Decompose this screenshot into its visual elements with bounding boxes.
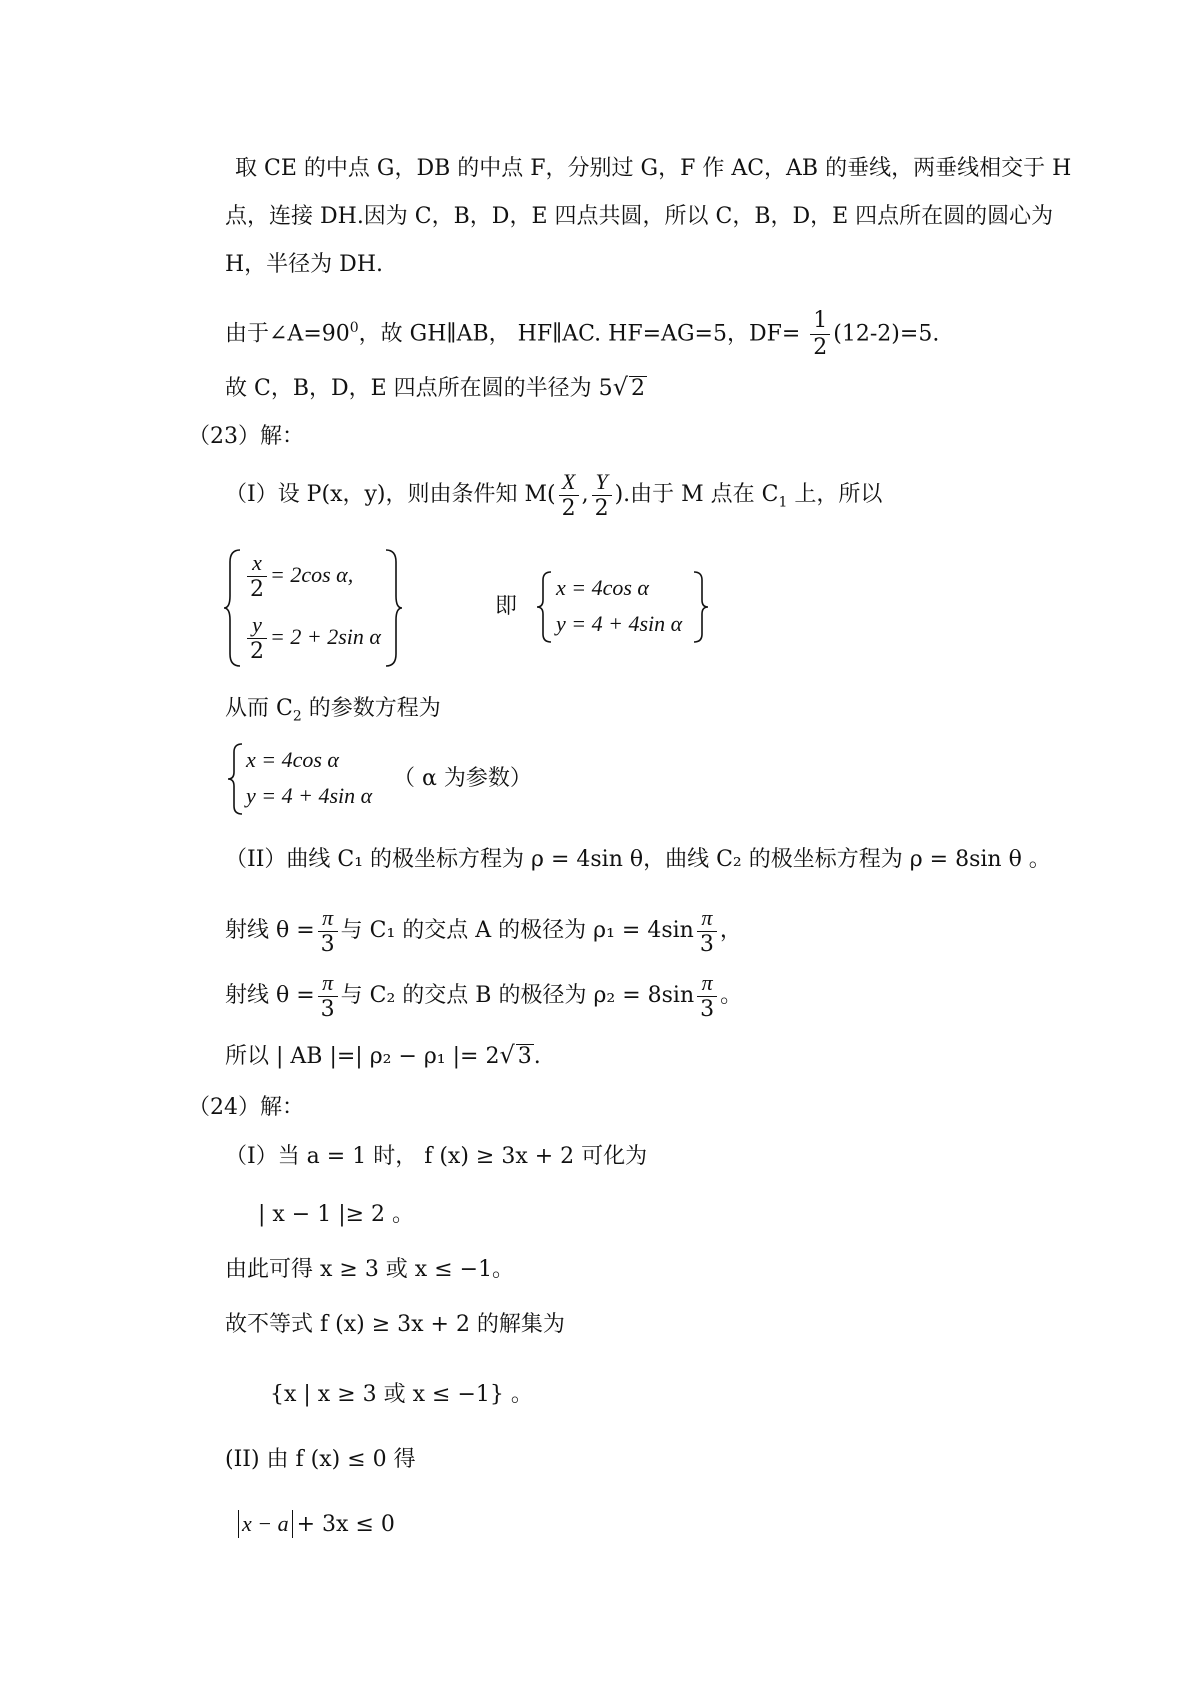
fraction-Y-over-2 bbox=[592, 469, 612, 522]
ab-text: 所以 | AB |=| ρ₂ − ρ₁ |= 2 bbox=[225, 1044, 500, 1069]
c2-a: 从而 C bbox=[225, 696, 293, 721]
frac-num: π bbox=[318, 970, 338, 997]
frac-num: π bbox=[318, 905, 338, 932]
frac-num: x bbox=[247, 550, 267, 577]
p22-line-4-b: ，故 GH∥AB， HF∥AC. HF=AG=5，DF= bbox=[358, 321, 801, 347]
p23-part1-intro bbox=[225, 465, 882, 532]
p22-line-5-text: 故 C，B，D，E 四点所在圆的半径为 5 bbox=[225, 376, 613, 401]
ray-B-a: 射线 θ = bbox=[225, 983, 315, 1008]
system-3-row-2: y = 4 + 4sin α bbox=[246, 783, 373, 808]
frac-num: 1 bbox=[810, 308, 830, 335]
radical-sign: √ bbox=[612, 373, 628, 401]
left-brace-system-2 bbox=[537, 570, 555, 650]
system-1-row-2-text: = 2 + 2sin α bbox=[270, 624, 381, 649]
comma: , bbox=[581, 482, 589, 507]
p23-i1-a: （I）设 P(x，y)，则由条件知 M( bbox=[225, 482, 556, 507]
p23-heading: （23）解： bbox=[188, 424, 304, 449]
frac-den: 3 bbox=[700, 996, 715, 1022]
system-3 bbox=[246, 742, 386, 816]
frac-den: 2 bbox=[561, 495, 576, 521]
ray-B-c: 。 bbox=[720, 983, 743, 1008]
right-brace-system-2 bbox=[690, 570, 708, 650]
ray-B-b: 与 C₂ 的交点 B 的极径为 ρ₂ = 8sin bbox=[340, 983, 695, 1008]
fraction-X-over-2 bbox=[559, 469, 579, 522]
frac-num: π bbox=[697, 905, 717, 932]
frac-num: X bbox=[559, 469, 579, 496]
ray-A-a: 射线 θ = bbox=[225, 918, 315, 943]
system-2-row-1: x = 4cos α bbox=[556, 575, 649, 600]
c2-b: 的参数方程为 bbox=[301, 696, 441, 721]
system-1-row-1 bbox=[244, 546, 353, 605]
system-1-row-2 bbox=[244, 608, 381, 667]
system-2 bbox=[556, 570, 696, 644]
frac-den: 3 bbox=[699, 931, 714, 957]
radicand: 2 bbox=[630, 376, 645, 401]
fraction-x-over-2 bbox=[247, 550, 267, 603]
c2-sub: 2 bbox=[292, 708, 302, 725]
ab-length-line bbox=[225, 1040, 541, 1072]
p23-i1-c: 上，所以 bbox=[787, 482, 883, 507]
frac-den: 2 bbox=[250, 638, 264, 664]
p24-part1-line-4: 故不等式 f (x) ≥ 3x + 2 的解集为 bbox=[225, 1312, 565, 1337]
right-brace-system-1 bbox=[382, 548, 402, 674]
p24-part1-line-1: （I）当 a = 1 时， f (x) ≥ 3x + 2 可化为 bbox=[225, 1144, 648, 1169]
frac-num: y bbox=[247, 612, 267, 639]
p22-line-2: 点，连接 DH.因为 C，B，D，E 四点共圆，所以 C，B，D，E 四点所在圆的圆心为 bbox=[225, 204, 1054, 229]
ji-label: 即 bbox=[495, 594, 518, 619]
frac-den: 3 bbox=[320, 931, 335, 957]
system-1-row-1-text: = 2cos α, bbox=[270, 562, 354, 587]
p24-part1-solution-set: {x | x ≥ 3 或 x ≤ −1} 。 bbox=[270, 1382, 533, 1407]
p22-line-3: H，半径为 DH. bbox=[225, 252, 383, 277]
p23-i1-sub: 1 bbox=[778, 494, 788, 511]
ray-A-line bbox=[225, 900, 742, 962]
p24-part1-line-3: 由此可得 x ≥ 3 或 x ≤ −1。 bbox=[225, 1257, 515, 1282]
p24-heading: （24）解： bbox=[188, 1095, 304, 1120]
p22-line-4-c: (12-2)=5. bbox=[833, 321, 940, 347]
p24-ii2-rest: + 3x ≤ 0 bbox=[296, 1512, 395, 1537]
p23-part2: （II）曲线 C₁ 的极坐标方程为 ρ = 4sin θ，曲线 C₂ 的极坐标方程为 ρ = 8sin θ 。 bbox=[225, 847, 1051, 872]
p24-part2-line-2 bbox=[238, 1510, 395, 1540]
radical-sign: √ bbox=[499, 1041, 515, 1069]
p22-line-1: 取 CE 的中点 G，DB 的中点 F，分别过 G，F 作 AC，AB 的垂线，两垂线相交于 H bbox=[235, 156, 1072, 181]
frac-num: Y bbox=[592, 469, 612, 496]
left-brace-system-3 bbox=[228, 742, 246, 822]
frac-num: π bbox=[697, 970, 717, 997]
ray-A-c: ， bbox=[719, 918, 742, 943]
ray-B-line bbox=[225, 965, 742, 1027]
fraction-pi-over-3 bbox=[318, 970, 338, 1023]
system-1 bbox=[244, 546, 394, 670]
left-brace-system-1 bbox=[224, 548, 244, 674]
p22-line-5 bbox=[225, 372, 647, 404]
fraction-pi-over-3 bbox=[697, 970, 717, 1023]
p22-line-4-a: 由于∠A=90 bbox=[225, 321, 350, 347]
system-2-row-2: y = 4 + 4sin α bbox=[556, 611, 683, 636]
p22-line-4 bbox=[225, 298, 939, 364]
frac-den: 2 bbox=[250, 576, 264, 602]
fraction-pi-over-3 bbox=[318, 905, 338, 958]
fraction-pi-over-3 bbox=[697, 905, 717, 958]
p24-part1-line-2: | x − 1 |≥ 2 。 bbox=[258, 1202, 415, 1227]
p22-line-4-sup: 0 bbox=[349, 320, 359, 336]
radicand: 3 bbox=[517, 1044, 532, 1069]
fraction-y-over-2 bbox=[247, 612, 267, 665]
ab-end: . bbox=[533, 1044, 541, 1069]
alpha-param-note: （ α 为参数） bbox=[393, 766, 532, 791]
frac-den: 3 bbox=[320, 996, 335, 1022]
frac-den: 2 bbox=[594, 495, 609, 521]
absolute-value-expr: x − a bbox=[238, 1510, 293, 1538]
system-3-row-1: x = 4cos α bbox=[246, 747, 339, 772]
c2-param-intro bbox=[225, 694, 441, 731]
fraction-one-half bbox=[810, 308, 830, 361]
ray-A-b: 与 C₁ 的交点 A 的极径为 ρ₁ = 4sin bbox=[340, 918, 694, 943]
p24-part2-line-1: (II) 由 f (x) ≤ 0 得 bbox=[225, 1447, 416, 1472]
p23-i1-b: ).由于 M 点在 C bbox=[614, 482, 779, 507]
frac-den: 2 bbox=[813, 334, 828, 360]
